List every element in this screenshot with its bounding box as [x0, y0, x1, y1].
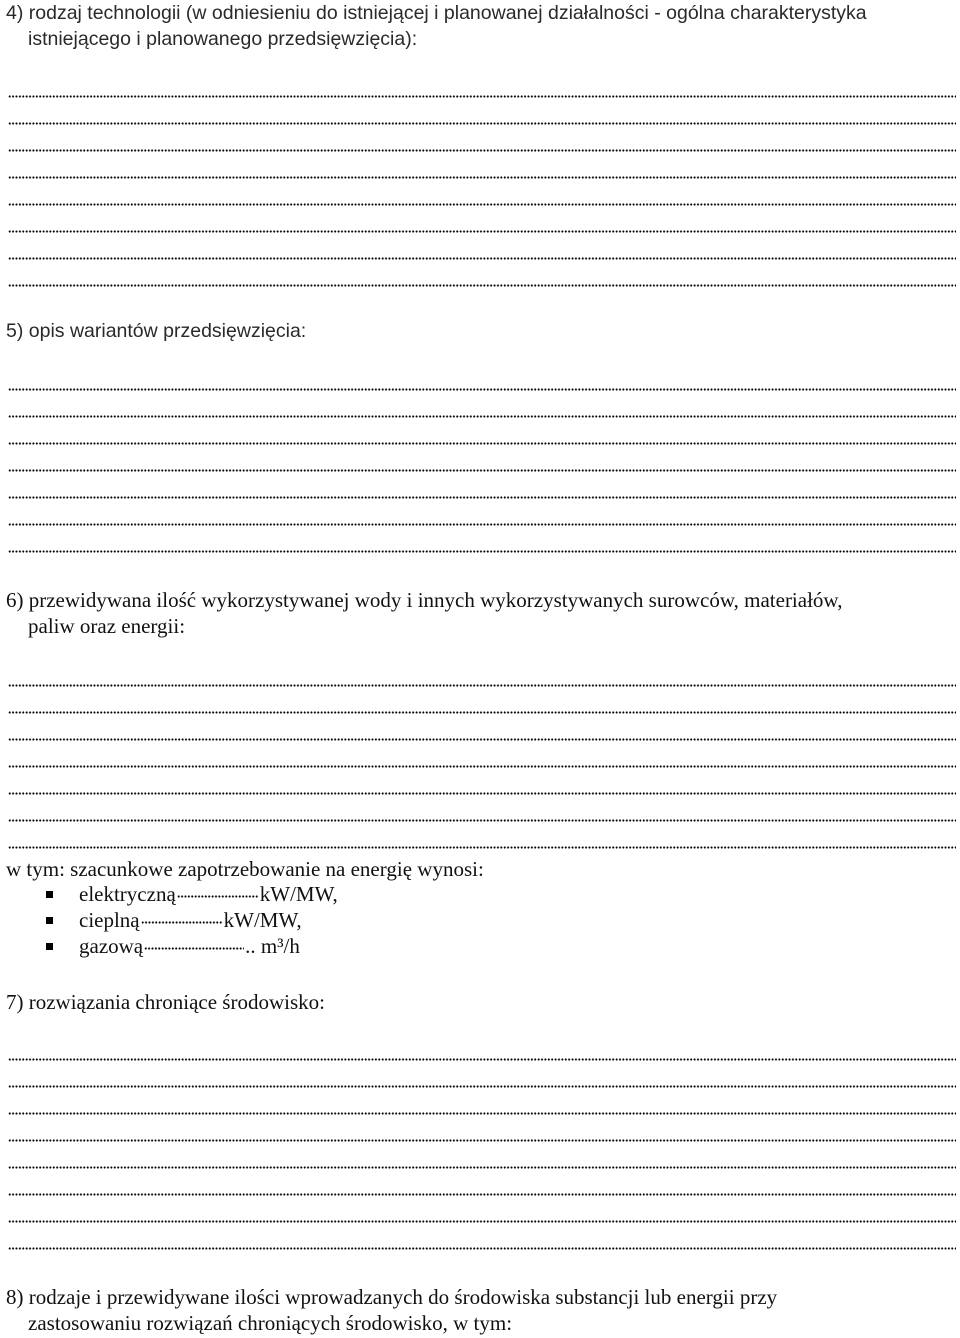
section-4-line-2: istniejącego i planowanego przedsięwzięcia):	[28, 28, 418, 50]
bullet-square-icon	[46, 917, 53, 924]
energy-value-field[interactable]	[141, 921, 223, 924]
answer-dotted-line[interactable]	[8, 1166, 956, 1169]
energy-item-label: elektryczną	[79, 882, 176, 906]
energy-item-unit: .. m³/h	[245, 934, 300, 958]
section-6-line-2: paliw oraz energii:	[28, 614, 186, 638]
answer-dotted-line[interactable]	[8, 122, 956, 125]
section-8-heading	[6, 1284, 956, 1336]
answer-dotted-line[interactable]	[8, 792, 956, 795]
energy-value-field[interactable]	[144, 947, 244, 950]
answer-dotted-line[interactable]	[8, 738, 956, 741]
energy-item-label: cieplną	[79, 908, 140, 932]
bullet-square-icon	[46, 891, 53, 898]
section-8-line-1: 8) rodzaje i przewidywane ilości wprowadzanych do środowiska substancji lub energii przy	[6, 1285, 778, 1309]
answer-dotted-line[interactable]	[8, 388, 956, 391]
answer-dotted-line[interactable]	[8, 257, 956, 260]
answer-dotted-line[interactable]	[8, 846, 956, 849]
energy-item-gas	[46, 933, 300, 959]
energy-item-unit: kW/MW,	[259, 882, 338, 906]
section-8-line-2: zastosowaniu rozwiązań chroniących środowisko, w tym:	[28, 1311, 513, 1335]
answer-dotted-line[interactable]	[8, 550, 956, 553]
answer-dotted-line[interactable]	[8, 1220, 956, 1223]
answer-dotted-line[interactable]	[8, 1193, 956, 1196]
section-4-heading	[6, 0, 956, 52]
answer-dotted-line[interactable]	[8, 711, 956, 714]
answer-dotted-line[interactable]	[8, 496, 956, 499]
answer-dotted-line[interactable]	[8, 765, 956, 768]
energy-item-electric	[46, 881, 338, 907]
answer-dotted-line[interactable]	[8, 284, 956, 287]
energy-item-label: gazową	[79, 934, 144, 958]
energy-item-heat	[46, 907, 302, 933]
answer-dotted-line[interactable]	[8, 1112, 956, 1115]
section-7-line-1: 7) rozwiązania chroniące środowisko:	[6, 990, 325, 1014]
answer-dotted-line[interactable]	[8, 469, 956, 472]
answer-dotted-line[interactable]	[8, 230, 956, 233]
section-5-heading	[6, 318, 956, 344]
answer-dotted-line[interactable]	[8, 203, 956, 206]
energy-value-field[interactable]	[177, 895, 259, 898]
section-7-heading	[6, 989, 956, 1015]
section-5-line-1: 5) opis wariantów przedsięwzięcia:	[6, 320, 307, 342]
answer-dotted-line[interactable]	[8, 819, 956, 822]
answer-dotted-line[interactable]	[8, 176, 956, 179]
section-6-line-1: 6) przewidywana ilość wykorzystywanej wody i innych wykorzystywanych surowców, materiałów,	[6, 588, 843, 612]
answer-dotted-line[interactable]	[8, 442, 956, 445]
section-4-line-1: 4) rodzaj technologii (w odniesieniu do istniejącej i planowanej działalności - ogólna charakterystyka	[6, 2, 867, 24]
answer-dotted-line[interactable]	[8, 415, 956, 418]
energy-item-unit: kW/MW,	[223, 908, 302, 932]
answer-dotted-line[interactable]	[8, 95, 956, 98]
answer-dotted-line[interactable]	[8, 1085, 956, 1088]
answer-dotted-line[interactable]	[8, 149, 956, 152]
answer-dotted-line[interactable]	[8, 1058, 956, 1061]
bullet-square-icon	[46, 943, 53, 950]
answer-dotted-line[interactable]	[8, 684, 956, 687]
energy-intro: w tym: szacunkowe zapotrzebowanie na energię wynosi:	[6, 857, 484, 881]
section-6-heading	[6, 587, 956, 639]
answer-dotted-line[interactable]	[8, 1247, 956, 1250]
answer-dotted-line[interactable]	[8, 523, 956, 526]
answer-dotted-line[interactable]	[8, 1139, 956, 1142]
